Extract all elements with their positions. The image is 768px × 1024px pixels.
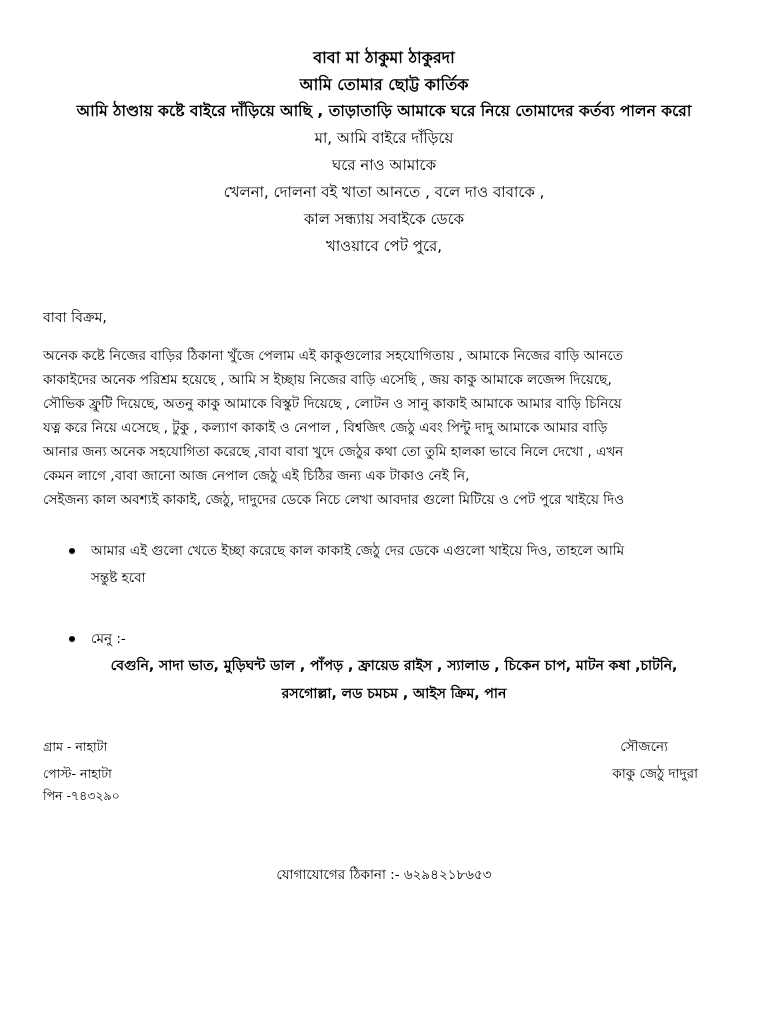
body-line-6: কেমন লাগে ,বাবা জানো আজ নেপাল জেঠু এই চিঠির জন্য এক টাকাও নেই নি, — [43, 468, 470, 484]
poem-line-3: খেলনা, দোলনা বই খাতা আনতে , বলে দাও বাবাকে , — [223, 183, 545, 201]
wish-list — [43, 538, 733, 592]
body-line-7: সেইজন্য কাল অবশ্যই কাকাই, জেঠু, দাদুদের ডেকে নিচে লেখা আবদার গুলো মিটিয়ে ও পেট পুরে খাইয়ে দিও — [43, 492, 625, 508]
body-line-2: কাকাইদের অনেক পরিশ্রম হয়েছে , আমি স ইচ্ছায় নিজের বাড়ি এসেছি , জয় কাকু আমাকে লজেন্স দিয়েছে, — [43, 372, 612, 388]
letter-header — [30, 44, 738, 260]
wish-item — [43, 538, 733, 592]
courtesy-names: কাকু জেঠু দাদুরা — [612, 766, 698, 782]
contact-info: যোগাযোগের ঠিকানা :- ৬২৯৪২১৮৬৫৩ — [276, 867, 492, 883]
salutation: বাবা বিক্রম, — [43, 310, 107, 326]
body-line-4: যত্ন করে নিয়ে এসেছে , টুকু , কল্যাণ কাকাই ও নেপাল , বিশ্বজিৎ জেঠু এবং পিন্টু দাদু আমাকে আমার বাড়ি — [43, 420, 608, 436]
menu-items — [40, 652, 748, 708]
menu-label: মেনু :- — [43, 626, 733, 653]
body-line-5: আনার জন্য অনেক সহযোগিতা করেছে ,বাবা বাবা খুদে জেঠুর কথা তো তুমি হালকা ভাবে নিলে দেখো , এখন — [43, 444, 624, 460]
wish-line-2: সন্তুষ্ট হবো — [91, 570, 146, 586]
menu-line-1: বেগুনি, সাদা ভাত, মুড়িঘন্ট ডাল , পাঁপড় , ফ্রায়েড রাইস , স্যালাড , চিকেন চাপ, মাটন কষা ,চাটনি, — [110, 658, 678, 674]
wish-line-1: আমার এই গুলো খেতে ইচ্ছা করেছে কাল কাকাই জেঠু দের ডেকে এগুলো খাইয়ে দিও, তাহলে আমি — [91, 543, 625, 559]
body-line-3: সৌভিক ফ্রুটি দিয়েছে, অতনু কাকু আমাকে বিস্কুট দিয়েছে , লোটন ও সানু কাকাই আমাকে আমার বাড়ি চিনিয়ে — [43, 396, 622, 412]
menu-line-2: রসগোল্লা, লড চমচম , আইস ক্রিম, পান — [281, 686, 507, 702]
poem-line-4: কাল সন্ধ্যায় সবাইকে ডেকে — [303, 210, 465, 228]
header-line-1: বাবা মা ঠাকুমা ঠাকুরদা — [313, 48, 455, 67]
poem-line-2: ঘরে নাও আমাকে — [331, 156, 437, 174]
body-line-1: অনেক কষ্টে নিজের বাড়ির ঠিকানা খুঁজে পেলাম এই কাকুগুলোর সহযোগিতায় , আমাকে নিজের বাড়ি আনতে — [43, 348, 623, 364]
menu-list — [43, 626, 733, 653]
poem-line-1: মা, আমি বাইরে দাঁড়িয়ে — [314, 129, 454, 147]
letter-body — [43, 344, 733, 512]
address-post: পোস্ট- নাহাটা — [43, 766, 112, 781]
poem-line-5: খাওয়াবে পেট পুরে, — [325, 237, 442, 255]
header-line-2: আমি তোমার ছোট্ট কার্তিক — [299, 75, 469, 94]
courtesy-title: সৌজন্যে — [620, 739, 668, 755]
header-line-3: আমি ঠাণ্ডায় কষ্টে বাইরে দাঁড়িয়ে আছি , তাড়াতাড়ি আমাকে ঘরে নিয়ে তোমাদের কর্তব্য পালন করো — [76, 102, 692, 120]
address-pin: পিন -৭৪৩২৯০ — [43, 788, 120, 803]
address-village: গ্রাম - নাহাটা — [43, 739, 108, 754]
